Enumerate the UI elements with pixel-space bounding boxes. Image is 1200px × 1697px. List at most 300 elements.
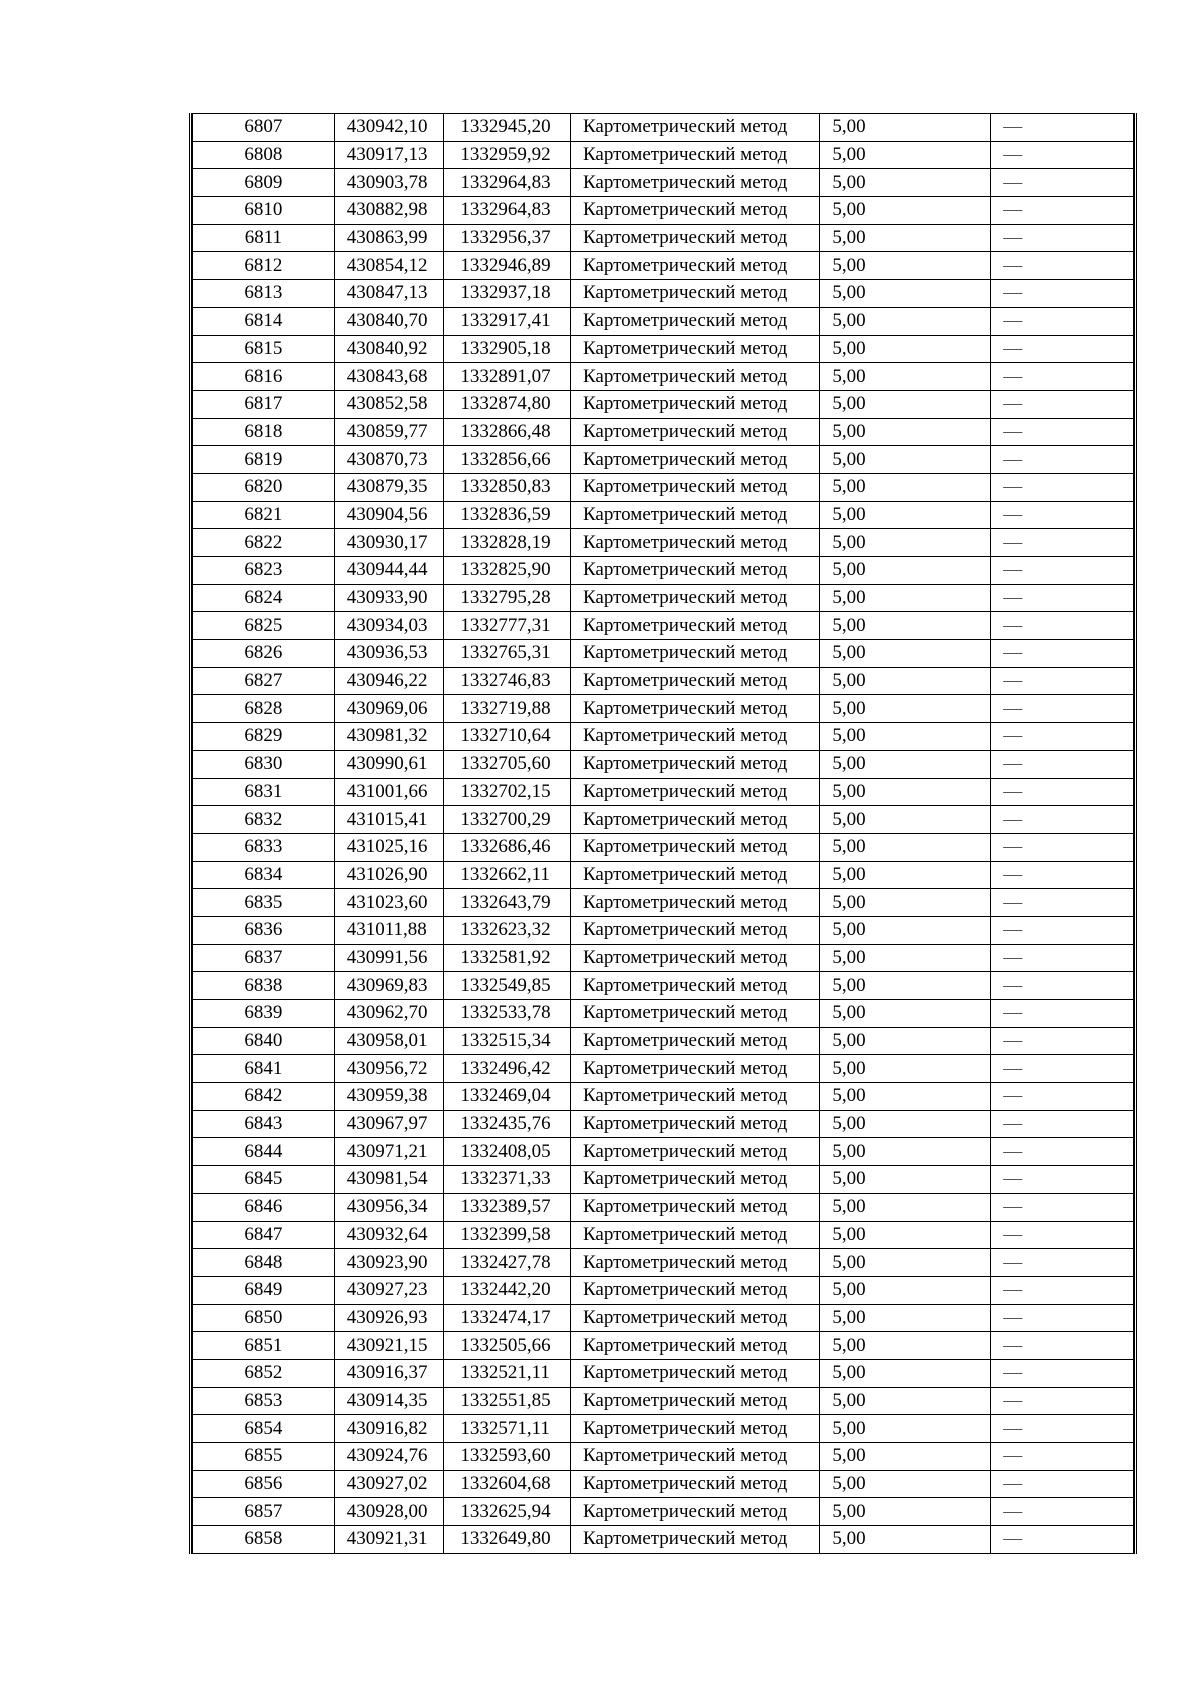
note-cell: — [991, 197, 1134, 225]
y-coordinate-cell: 1332505,66 [444, 1332, 571, 1360]
x-coordinate-cell: 430927,02 [334, 1470, 444, 1498]
accuracy-cell: 5,00 [820, 1138, 991, 1166]
y-coordinate-cell: 1332702,15 [444, 778, 571, 806]
method-cell: Картометрический метод [571, 1193, 820, 1221]
note-cell: — [991, 806, 1134, 834]
point-number-cell: 6824 [193, 584, 335, 612]
y-coordinate-cell: 1332964,83 [444, 169, 571, 197]
table-row [193, 335, 1134, 363]
point-number-cell: 6819 [193, 446, 335, 474]
accuracy-cell: 5,00 [820, 695, 991, 723]
table-row [193, 972, 1134, 1000]
table-row [193, 1359, 1134, 1387]
accuracy-cell: 5,00 [820, 1083, 991, 1111]
note-cell: — [991, 418, 1134, 446]
x-coordinate-cell: 430959,38 [334, 1083, 444, 1111]
note-cell: — [991, 1193, 1134, 1221]
y-coordinate-cell: 1332700,29 [444, 806, 571, 834]
y-coordinate-cell: 1332777,31 [444, 612, 571, 640]
table-row [193, 1304, 1134, 1332]
y-coordinate-cell: 1332746,83 [444, 667, 571, 695]
table-row [193, 806, 1134, 834]
note-cell: — [991, 861, 1134, 889]
table-row [193, 1526, 1134, 1554]
accuracy-cell: 5,00 [820, 640, 991, 668]
y-coordinate-cell: 1332469,04 [444, 1083, 571, 1111]
point-number-cell: 6838 [193, 972, 335, 1000]
y-coordinate-cell: 1332593,60 [444, 1443, 571, 1471]
accuracy-cell: 5,00 [820, 1249, 991, 1277]
table-row [193, 1470, 1134, 1498]
method-cell: Картометрический метод [571, 1166, 820, 1194]
x-coordinate-cell: 430870,73 [334, 446, 444, 474]
table-row [193, 1055, 1134, 1083]
y-coordinate-cell: 1332399,58 [444, 1221, 571, 1249]
note-cell: — [991, 833, 1134, 861]
accuracy-cell: 5,00 [820, 1387, 991, 1415]
y-coordinate-cell: 1332964,83 [444, 197, 571, 225]
x-coordinate-cell: 430991,56 [334, 944, 444, 972]
x-coordinate-cell: 430930,17 [334, 529, 444, 557]
accuracy-cell: 5,00 [820, 418, 991, 446]
table-row [193, 1110, 1134, 1138]
table-row [193, 1000, 1134, 1028]
table-row [193, 1166, 1134, 1194]
method-cell: Картометрический метод [571, 557, 820, 585]
accuracy-cell: 5,00 [820, 501, 991, 529]
y-coordinate-cell: 1332959,92 [444, 141, 571, 169]
table-row [193, 557, 1134, 585]
y-coordinate-cell: 1332408,05 [444, 1138, 571, 1166]
note-cell: — [991, 750, 1134, 778]
point-number-cell: 6822 [193, 529, 335, 557]
x-coordinate-cell: 430962,70 [334, 1000, 444, 1028]
y-coordinate-cell: 1332917,41 [444, 307, 571, 335]
note-cell: — [991, 889, 1134, 917]
table-row [193, 1083, 1134, 1111]
method-cell: Картометрический метод [571, 252, 820, 280]
accuracy-cell: 5,00 [820, 778, 991, 806]
note-cell: — [991, 972, 1134, 1000]
table-row [193, 446, 1134, 474]
method-cell: Картометрический метод [571, 1304, 820, 1332]
y-coordinate-cell: 1332946,89 [444, 252, 571, 280]
note-cell: — [991, 584, 1134, 612]
table-row [193, 1193, 1134, 1221]
x-coordinate-cell: 430946,22 [334, 667, 444, 695]
y-coordinate-cell: 1332389,57 [444, 1193, 571, 1221]
note-cell: — [991, 916, 1134, 944]
accuracy-cell: 5,00 [820, 584, 991, 612]
method-cell: Картометрический метод [571, 584, 820, 612]
accuracy-cell: 5,00 [820, 280, 991, 308]
method-cell: Картометрический метод [571, 1387, 820, 1415]
method-cell: Картометрический метод [571, 473, 820, 501]
method-cell: Картометрический метод [571, 1276, 820, 1304]
note-cell: — [991, 363, 1134, 391]
method-cell: Картометрический метод [571, 114, 820, 142]
x-coordinate-cell: 430981,32 [334, 723, 444, 751]
point-number-cell: 6835 [193, 889, 335, 917]
x-coordinate-cell: 430840,70 [334, 307, 444, 335]
x-coordinate-cell: 430958,01 [334, 1027, 444, 1055]
x-coordinate-cell: 430969,83 [334, 972, 444, 1000]
accuracy-cell: 5,00 [820, 1000, 991, 1028]
accuracy-cell: 5,00 [820, 1332, 991, 1360]
point-number-cell: 6856 [193, 1470, 335, 1498]
note-cell: — [991, 307, 1134, 335]
table-row [193, 695, 1134, 723]
note-cell: — [991, 1027, 1134, 1055]
y-coordinate-cell: 1332442,20 [444, 1276, 571, 1304]
y-coordinate-cell: 1332937,18 [444, 280, 571, 308]
accuracy-cell: 5,00 [820, 1193, 991, 1221]
accuracy-cell: 5,00 [820, 197, 991, 225]
x-coordinate-cell: 430916,37 [334, 1359, 444, 1387]
accuracy-cell: 5,00 [820, 1055, 991, 1083]
x-coordinate-cell: 430936,53 [334, 640, 444, 668]
accuracy-cell: 5,00 [820, 889, 991, 917]
method-cell: Картометрический метод [571, 529, 820, 557]
point-number-cell: 6807 [193, 114, 335, 142]
point-number-cell: 6850 [193, 1304, 335, 1332]
table-row [193, 1332, 1134, 1360]
method-cell: Картометрический метод [571, 1332, 820, 1360]
method-cell: Картометрический метод [571, 889, 820, 917]
y-coordinate-cell: 1332891,07 [444, 363, 571, 391]
method-cell: Картометрический метод [571, 363, 820, 391]
x-coordinate-cell: 430923,90 [334, 1249, 444, 1277]
y-coordinate-cell: 1332686,46 [444, 833, 571, 861]
method-cell: Картометрический метод [571, 1083, 820, 1111]
note-cell: — [991, 640, 1134, 668]
point-number-cell: 6817 [193, 390, 335, 418]
x-coordinate-cell: 430917,13 [334, 141, 444, 169]
x-coordinate-cell: 430924,76 [334, 1443, 444, 1471]
note-cell: — [991, 1443, 1134, 1471]
table-row [193, 197, 1134, 225]
method-cell: Картометрический метод [571, 141, 820, 169]
x-coordinate-cell: 430843,68 [334, 363, 444, 391]
table-row [193, 667, 1134, 695]
table-row [193, 307, 1134, 335]
x-coordinate-cell: 430990,61 [334, 750, 444, 778]
x-coordinate-cell: 431026,90 [334, 861, 444, 889]
y-coordinate-cell: 1332623,32 [444, 916, 571, 944]
method-cell: Картометрический метод [571, 501, 820, 529]
point-number-cell: 6829 [193, 723, 335, 751]
accuracy-cell: 5,00 [820, 1027, 991, 1055]
note-cell: — [991, 944, 1134, 972]
point-number-cell: 6853 [193, 1387, 335, 1415]
table-row [193, 1138, 1134, 1166]
table-row [193, 1387, 1134, 1415]
method-cell: Картометрический метод [571, 418, 820, 446]
note-cell: — [991, 446, 1134, 474]
method-cell: Картометрический метод [571, 390, 820, 418]
note-cell: — [991, 280, 1134, 308]
note-cell: — [991, 501, 1134, 529]
x-coordinate-cell: 430921,31 [334, 1526, 444, 1554]
x-coordinate-cell: 430921,15 [334, 1332, 444, 1360]
method-cell: Картометрический метод [571, 1359, 820, 1387]
point-number-cell: 6843 [193, 1110, 335, 1138]
accuracy-cell: 5,00 [820, 114, 991, 142]
x-coordinate-cell: 430916,82 [334, 1415, 444, 1443]
note-cell: — [991, 1498, 1134, 1526]
method-cell: Картометрический метод [571, 1000, 820, 1028]
table-row [193, 141, 1134, 169]
method-cell: Картометрический метод [571, 197, 820, 225]
y-coordinate-cell: 1332828,19 [444, 529, 571, 557]
method-cell: Картометрический метод [571, 1443, 820, 1471]
method-cell: Картометрический метод [571, 833, 820, 861]
note-cell: — [991, 169, 1134, 197]
table-row [193, 1415, 1134, 1443]
table-row [193, 640, 1134, 668]
x-coordinate-cell: 430944,44 [334, 557, 444, 585]
y-coordinate-cell: 1332515,34 [444, 1027, 571, 1055]
note-cell: — [991, 1470, 1134, 1498]
x-coordinate-cell: 430956,34 [334, 1193, 444, 1221]
coordinates-table-body [193, 114, 1134, 1554]
method-cell: Картометрический метод [571, 972, 820, 1000]
accuracy-cell: 5,00 [820, 473, 991, 501]
accuracy-cell: 5,00 [820, 723, 991, 751]
x-coordinate-cell: 431001,66 [334, 778, 444, 806]
y-coordinate-cell: 1332571,11 [444, 1415, 571, 1443]
y-coordinate-cell: 1332496,42 [444, 1055, 571, 1083]
table-row [193, 252, 1134, 280]
x-coordinate-cell: 430956,72 [334, 1055, 444, 1083]
point-number-cell: 6836 [193, 916, 335, 944]
x-coordinate-cell: 430903,78 [334, 169, 444, 197]
note-cell: — [991, 252, 1134, 280]
method-cell: Картометрический метод [571, 1470, 820, 1498]
y-coordinate-cell: 1332435,76 [444, 1110, 571, 1138]
note-cell: — [991, 557, 1134, 585]
accuracy-cell: 5,00 [820, 667, 991, 695]
note-cell: — [991, 1304, 1134, 1332]
accuracy-cell: 5,00 [820, 252, 991, 280]
accuracy-cell: 5,00 [820, 944, 991, 972]
table-row [193, 1221, 1134, 1249]
method-cell: Картометрический метод [571, 723, 820, 751]
accuracy-cell: 5,00 [820, 446, 991, 474]
point-number-cell: 6823 [193, 557, 335, 585]
x-coordinate-cell: 430852,58 [334, 390, 444, 418]
point-number-cell: 6852 [193, 1359, 335, 1387]
accuracy-cell: 5,00 [820, 1443, 991, 1471]
y-coordinate-cell: 1332850,83 [444, 473, 571, 501]
method-cell: Картометрический метод [571, 1138, 820, 1166]
accuracy-cell: 5,00 [820, 1110, 991, 1138]
note-cell: — [991, 114, 1134, 142]
method-cell: Картометрический метод [571, 1498, 820, 1526]
method-cell: Картометрический метод [571, 806, 820, 834]
y-coordinate-cell: 1332581,92 [444, 944, 571, 972]
accuracy-cell: 5,00 [820, 307, 991, 335]
accuracy-cell: 5,00 [820, 1166, 991, 1194]
y-coordinate-cell: 1332643,79 [444, 889, 571, 917]
y-coordinate-cell: 1332649,80 [444, 1526, 571, 1554]
y-coordinate-cell: 1332551,85 [444, 1387, 571, 1415]
point-number-cell: 6844 [193, 1138, 335, 1166]
table-row [193, 916, 1134, 944]
accuracy-cell: 5,00 [820, 861, 991, 889]
y-coordinate-cell: 1332765,31 [444, 640, 571, 668]
y-coordinate-cell: 1332825,90 [444, 557, 571, 585]
y-coordinate-cell: 1332874,80 [444, 390, 571, 418]
accuracy-cell: 5,00 [820, 750, 991, 778]
point-number-cell: 6820 [193, 473, 335, 501]
y-coordinate-cell: 1332662,11 [444, 861, 571, 889]
note-cell: — [991, 723, 1134, 751]
point-number-cell: 6833 [193, 833, 335, 861]
x-coordinate-cell: 430942,10 [334, 114, 444, 142]
point-number-cell: 6851 [193, 1332, 335, 1360]
y-coordinate-cell: 1332945,20 [444, 114, 571, 142]
point-number-cell: 6814 [193, 307, 335, 335]
note-cell: — [991, 335, 1134, 363]
accuracy-cell: 5,00 [820, 916, 991, 944]
method-cell: Картометрический метод [571, 224, 820, 252]
table-row [193, 723, 1134, 751]
y-coordinate-cell: 1332521,11 [444, 1359, 571, 1387]
y-coordinate-cell: 1332549,85 [444, 972, 571, 1000]
x-coordinate-cell: 430933,90 [334, 584, 444, 612]
method-cell: Картометрический метод [571, 916, 820, 944]
y-coordinate-cell: 1332836,59 [444, 501, 571, 529]
method-cell: Картометрический метод [571, 612, 820, 640]
note-cell: — [991, 141, 1134, 169]
point-number-cell: 6846 [193, 1193, 335, 1221]
method-cell: Картометрический метод [571, 1526, 820, 1554]
note-cell: — [991, 1221, 1134, 1249]
accuracy-cell: 5,00 [820, 1359, 991, 1387]
accuracy-cell: 5,00 [820, 1304, 991, 1332]
y-coordinate-cell: 1332905,18 [444, 335, 571, 363]
note-cell: — [991, 1415, 1134, 1443]
x-coordinate-cell: 430854,12 [334, 252, 444, 280]
table-row [193, 529, 1134, 557]
x-coordinate-cell: 430932,64 [334, 1221, 444, 1249]
method-cell: Картометрический метод [571, 1110, 820, 1138]
method-cell: Картометрический метод [571, 335, 820, 363]
accuracy-cell: 5,00 [820, 612, 991, 640]
accuracy-cell: 5,00 [820, 972, 991, 1000]
x-coordinate-cell: 430967,97 [334, 1110, 444, 1138]
y-coordinate-cell: 1332474,17 [444, 1304, 571, 1332]
point-number-cell: 6812 [193, 252, 335, 280]
method-cell: Картометрический метод [571, 1221, 820, 1249]
accuracy-cell: 5,00 [820, 390, 991, 418]
note-cell: — [991, 1000, 1134, 1028]
y-coordinate-cell: 1332533,78 [444, 1000, 571, 1028]
note-cell: — [991, 1387, 1134, 1415]
x-coordinate-cell: 430914,35 [334, 1387, 444, 1415]
note-cell: — [991, 695, 1134, 723]
accuracy-cell: 5,00 [820, 1415, 991, 1443]
method-cell: Картометрический метод [571, 169, 820, 197]
x-coordinate-cell: 430882,98 [334, 197, 444, 225]
point-number-cell: 6816 [193, 363, 335, 391]
accuracy-cell: 5,00 [820, 224, 991, 252]
x-coordinate-cell: 431011,88 [334, 916, 444, 944]
accuracy-cell: 5,00 [820, 1221, 991, 1249]
x-coordinate-cell: 430847,13 [334, 280, 444, 308]
method-cell: Картометрический метод [571, 1415, 820, 1443]
method-cell: Картометрический метод [571, 944, 820, 972]
table-row [193, 280, 1134, 308]
point-number-cell: 6825 [193, 612, 335, 640]
note-cell: — [991, 1138, 1134, 1166]
y-coordinate-cell: 1332371,33 [444, 1166, 571, 1194]
point-number-cell: 6810 [193, 197, 335, 225]
point-number-cell: 6811 [193, 224, 335, 252]
note-cell: — [991, 224, 1134, 252]
table-row [193, 1249, 1134, 1277]
point-number-cell: 6830 [193, 750, 335, 778]
coordinates-table [192, 113, 1134, 1554]
x-coordinate-cell: 430928,00 [334, 1498, 444, 1526]
note-cell: — [991, 1276, 1134, 1304]
note-cell: — [991, 1055, 1134, 1083]
point-number-cell: 6831 [193, 778, 335, 806]
x-coordinate-cell: 430904,56 [334, 501, 444, 529]
note-cell: — [991, 778, 1134, 806]
accuracy-cell: 5,00 [820, 529, 991, 557]
table-row [193, 861, 1134, 889]
method-cell: Картометрический метод [571, 1055, 820, 1083]
point-number-cell: 6815 [193, 335, 335, 363]
point-number-cell: 6809 [193, 169, 335, 197]
table-row [193, 778, 1134, 806]
point-number-cell: 6818 [193, 418, 335, 446]
method-cell: Картометрический метод [571, 667, 820, 695]
method-cell: Картометрический метод [571, 280, 820, 308]
coordinates-table-frame [189, 113, 1137, 1554]
accuracy-cell: 5,00 [820, 1470, 991, 1498]
table-row [193, 473, 1134, 501]
accuracy-cell: 5,00 [820, 335, 991, 363]
table-row [193, 1027, 1134, 1055]
x-coordinate-cell: 430981,54 [334, 1166, 444, 1194]
accuracy-cell: 5,00 [820, 1498, 991, 1526]
table-row [193, 1498, 1134, 1526]
y-coordinate-cell: 1332795,28 [444, 584, 571, 612]
method-cell: Картометрический метод [571, 695, 820, 723]
table-row [193, 750, 1134, 778]
note-cell: — [991, 529, 1134, 557]
table-row [193, 1276, 1134, 1304]
table-row [193, 224, 1134, 252]
y-coordinate-cell: 1332705,60 [444, 750, 571, 778]
point-number-cell: 6808 [193, 141, 335, 169]
table-row [193, 833, 1134, 861]
x-coordinate-cell: 430934,03 [334, 612, 444, 640]
note-cell: — [991, 1249, 1134, 1277]
x-coordinate-cell: 431015,41 [334, 806, 444, 834]
point-number-cell: 6841 [193, 1055, 335, 1083]
note-cell: — [991, 1359, 1134, 1387]
table-row [193, 944, 1134, 972]
x-coordinate-cell: 430863,99 [334, 224, 444, 252]
note-cell: — [991, 1083, 1134, 1111]
point-number-cell: 6837 [193, 944, 335, 972]
note-cell: — [991, 1166, 1134, 1194]
method-cell: Картометрический метод [571, 307, 820, 335]
